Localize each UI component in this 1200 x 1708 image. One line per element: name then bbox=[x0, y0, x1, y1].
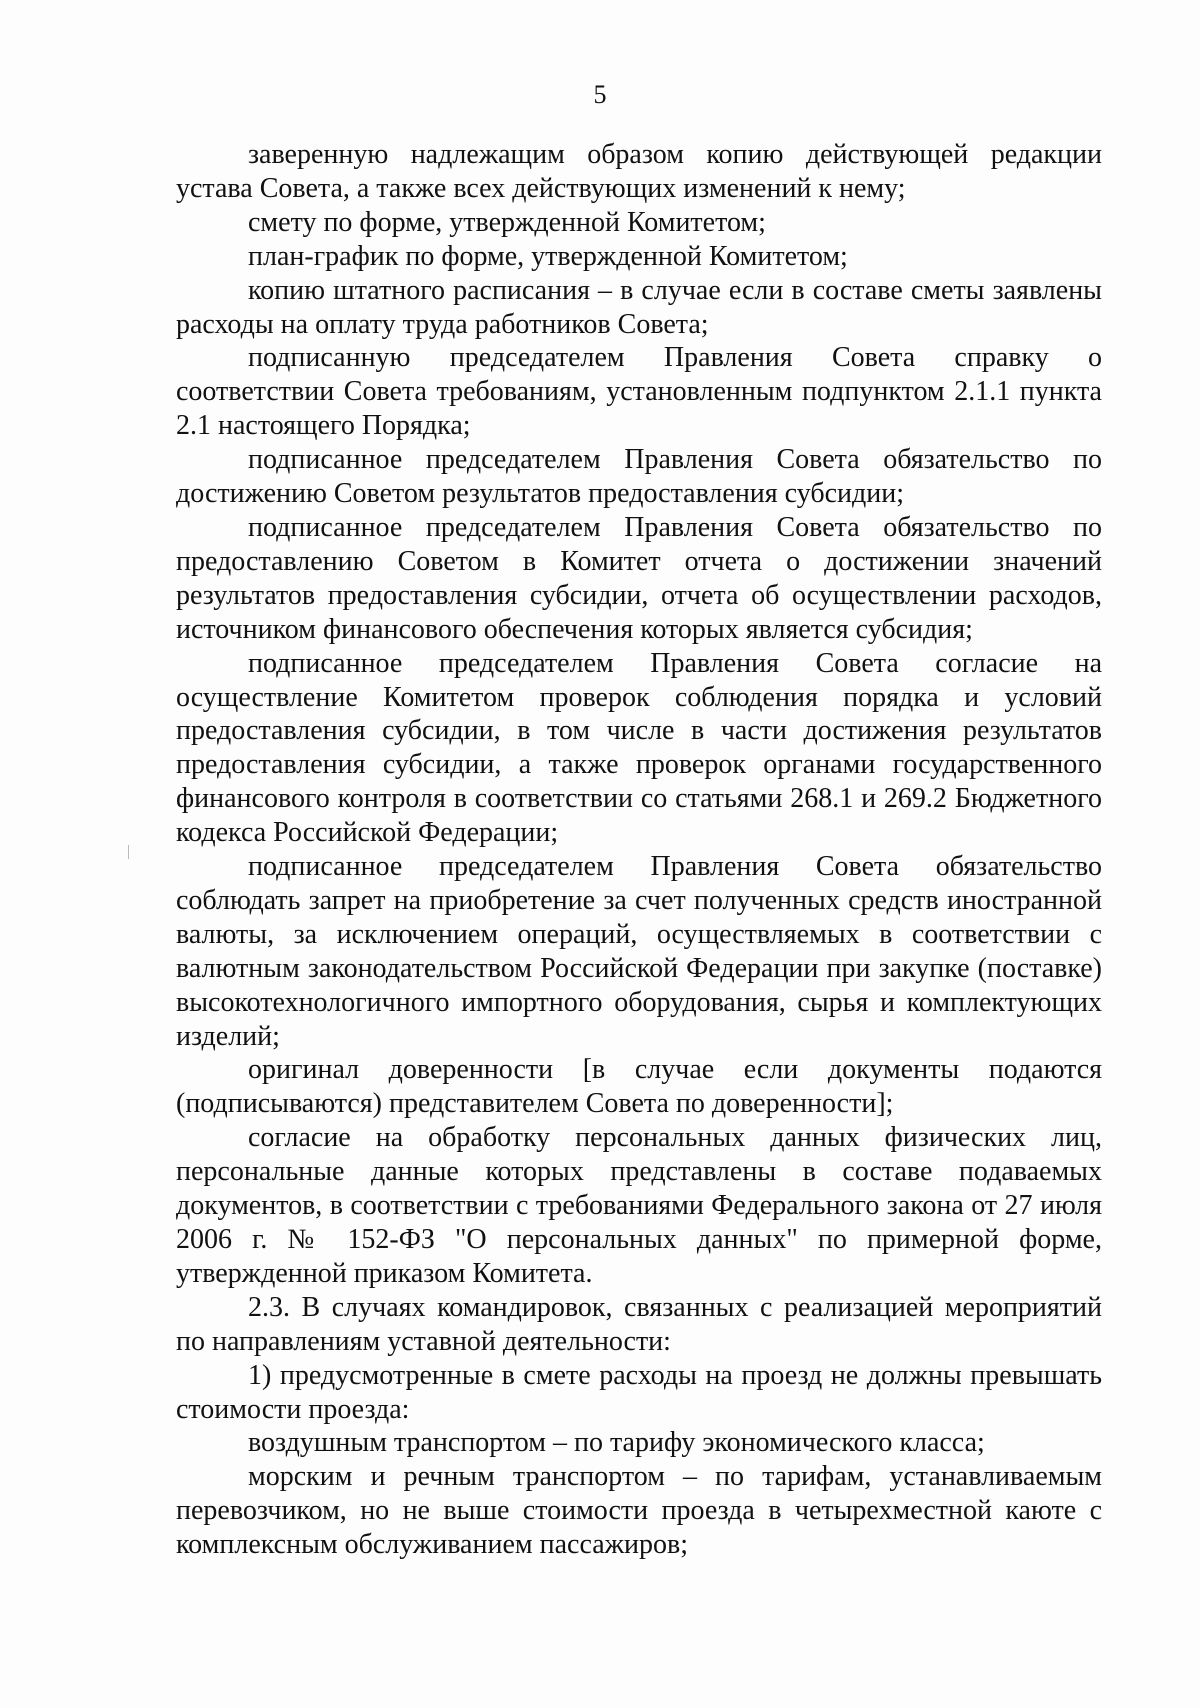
paragraph-sea-river-transport: морским и речным транспортом – по тарифам, устанавливаемым перевозчиком, но не выше стоимости проезда в четырехместной каюте с комплексным обслуживанием пассажиров; bbox=[176, 1461, 1102, 1561]
paragraph-travel-costs: 1) предусмотренные в смете расходы на проезд не должны превышать стоимости проезда: bbox=[176, 1359, 1102, 1425]
paragraph-charter-copy: заверенную надлежащим образом копию действующей редакции устава Совета, а также всех действующих изменений к нему; bbox=[176, 139, 1102, 204]
paragraph-power-of-attorney: оригинал доверенности [в случае если документы подаются (подписываются) представителем Совета по доверенности]; bbox=[176, 1054, 1102, 1120]
paragraph-staff-list: копию штатного расписания – в случае если в составе сметы заявлены расходы на оплату труда работников Совета; bbox=[176, 274, 1102, 340]
paragraph-currency-obligation: подписанное председателем Правления Совета обязательство соблюдать запрет на приобретение за счет полученных средств иностранной валюты, за исключением операций, осуществляемых в соответствии с валютным законодательством Российской Федерации при закупке (поставке) высокотехнологичного импортного оборудования, сырья и комплектующих изделий; bbox=[176, 851, 1102, 1052]
paragraph-schedule-plan: план-график по форме, утвержденной Комитетом; bbox=[248, 240, 848, 272]
margin-mark bbox=[128, 845, 129, 859]
document-body bbox=[176, 138, 1102, 1562]
paragraph-results-obligation: подписанное председателем Правления Совета обязательство по достижению Советом результатов предоставления субсидии; bbox=[176, 444, 1102, 510]
paragraph-inspection-consent: подписанное председателем Правления Совета согласие на осуществление Комитетом проверок соблюдения порядка и условий предоставления субсидии, в том числе в части достижения результатов предоставления субсидии, а также проверок органами государственного финансового контроля в соответствии со статьями 268.1 и 269.2 Бюджетного кодекса Российской Федерации; bbox=[176, 647, 1102, 849]
paragraph-estimate: смету по форме, утвержденной Комитетом; bbox=[248, 206, 766, 238]
paragraph-personal-data-consent: согласие на обработку персональных данных физических лиц, персональные данные которых представлены в составе подаваемых документов, в соответствии с требованиями Федерального закона от 27 июля 2006 г. № 152-ФЗ "О персональных данных" по примерной форме, утвержденной приказом Комитета. bbox=[176, 1122, 1102, 1289]
paragraph-section-2-3: 2.3. В случаях командировок, связанных с реализацией мероприятий по направлениям уставной деятельности: bbox=[176, 1291, 1102, 1357]
paragraph-report-obligation: подписанное председателем Правления Совета обязательство по предоставлению Советом в Комитет отчета о достижении значений результатов предоставления субсидии, отчета об осуществлении расходов, источником финансового обеспечения которых является субсидия; bbox=[176, 511, 1102, 645]
paragraph-compliance-certificate: подписанную председателем Правления Совета справку о соответствии Совета требованиям, установленным подпунктом 2.1.1 пункта 2.1 настоящего Порядка; bbox=[176, 342, 1102, 442]
page-number: 5 bbox=[593, 80, 607, 109]
paragraph-air-transport: воздушным транспортом – по тарифу экономического класса; bbox=[248, 1427, 985, 1459]
